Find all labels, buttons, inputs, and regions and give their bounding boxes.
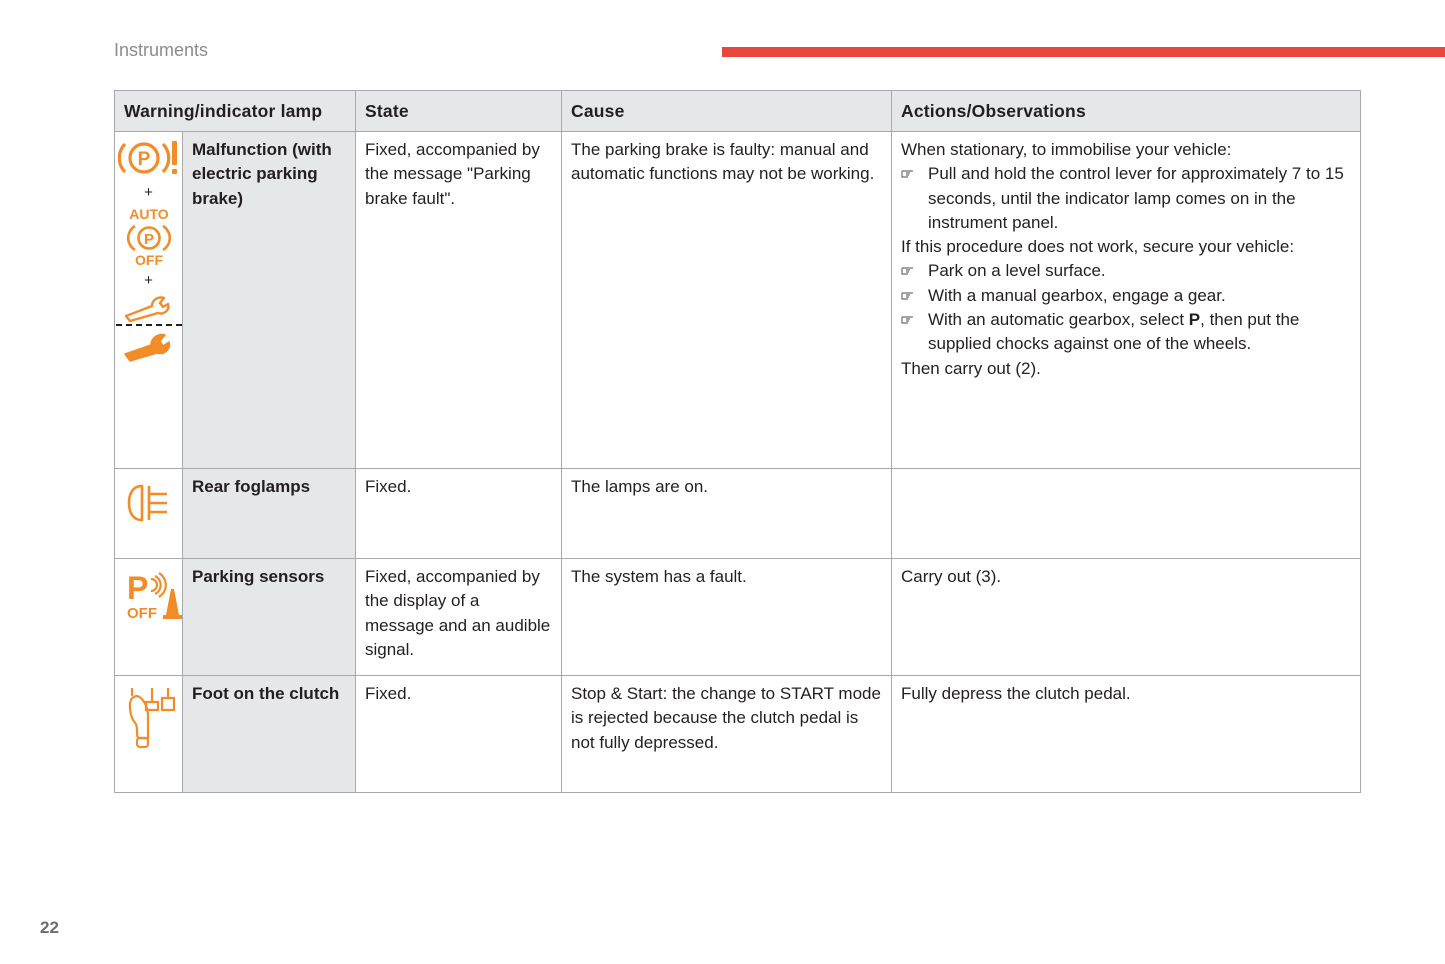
table-header-row: [115, 91, 1361, 132]
pointing-hand-icon: [901, 290, 917, 301]
actions-intro: When stationary, to immobilise your vehicle:: [901, 140, 1232, 159]
actions-outro: Then carry out (2).: [901, 358, 1041, 378]
lamp-actions: [892, 132, 1361, 469]
pointing-hand-icon: [901, 314, 917, 325]
plus-sign: +: [144, 272, 153, 289]
column-header-state: State: [356, 91, 562, 132]
column-header-lamp: Warning/indicator lamp: [115, 91, 356, 132]
lamp-icon-cell: [115, 132, 183, 469]
lamp-state: Fixed, accompanied by the display of a message and an audible signal.: [356, 559, 562, 676]
dashed-separator: [116, 324, 182, 326]
auto-parking-off-icon: [123, 206, 175, 266]
svg-text:OFF: OFF: [127, 605, 157, 622]
column-header-cause: Cause: [562, 91, 892, 132]
list-item: With a manual gearbox, engage a gear.: [901, 284, 1351, 308]
actions-bullet-list: [901, 259, 1351, 356]
parking-sensors-off-icon: [124, 567, 184, 623]
lamp-cause: Stop & Start: the change to START mode is rejected because the clutch pedal is not fully depressed.: [562, 676, 892, 793]
list-item: Pull and hold the control lever for approximately 7 to 15 seconds, until the indicator lamp comes on in the instrument panel.: [901, 162, 1351, 235]
table-row: [115, 469, 1361, 559]
svg-text:AUTO: AUTO: [128, 206, 169, 222]
plus-sign: +: [144, 184, 153, 201]
service-wrench-icon: [122, 294, 176, 322]
lamp-cause: The lamps are on.: [562, 469, 892, 559]
warning-lamps-table: [114, 90, 1361, 793]
actions-bullet-list: [901, 162, 1351, 235]
table-row: [115, 676, 1361, 793]
list-item: With an automatic gearbox, select P, then put the supplied chocks against one of the wheels.: [901, 308, 1351, 357]
lamp-cause: The system has a fault.: [562, 559, 892, 676]
lamp-name: Parking sensors: [183, 559, 356, 676]
lamp-state: Fixed, accompanied by the message "Parking brake fault".: [356, 132, 562, 469]
lamp-name: Foot on the clutch: [183, 676, 356, 793]
list-item: Park on a level surface.: [901, 259, 1351, 283]
lamp-name: Malfunction (with electric parking brake): [183, 132, 356, 469]
actions-mid: If this procedure does not work, secure your vehicle:: [901, 237, 1295, 257]
lamp-state: Fixed.: [356, 676, 562, 793]
lamp-icon-cell: [115, 469, 183, 559]
lamp-actions: Fully depress the clutch pedal.: [892, 676, 1361, 793]
lamp-actions: Carry out (3).: [892, 559, 1361, 676]
foot-on-clutch-icon: [124, 684, 180, 750]
lamp-cause: The parking brake is faulty: manual and automatic functions may not be working.: [562, 132, 892, 469]
parking-brake-warning-icon: [118, 138, 180, 178]
svg-text:P: P: [143, 231, 154, 248]
lamp-actions: [892, 469, 1361, 559]
accent-bar: [722, 47, 1445, 57]
column-header-actions: Actions/Observations: [892, 91, 1361, 132]
lamp-state: Fixed.: [356, 469, 562, 559]
rear-foglamp-icon: [125, 483, 173, 523]
pointing-hand-icon: [901, 168, 917, 179]
table-row: [115, 132, 1361, 469]
table-row: [115, 559, 1361, 676]
pointing-hand-icon: [901, 265, 917, 276]
lamp-icon-cell: [115, 559, 183, 676]
svg-text:P: P: [127, 570, 149, 606]
section-title: Instruments: [114, 40, 209, 60]
page-number: 22: [40, 918, 59, 937]
lamp-icon-cell: [115, 676, 183, 793]
svg-text:P: P: [137, 149, 150, 170]
lamp-name: Rear foglamps: [183, 469, 356, 559]
service-wrench-filled-icon: [122, 332, 176, 362]
svg-text:OFF: OFF: [134, 252, 163, 266]
